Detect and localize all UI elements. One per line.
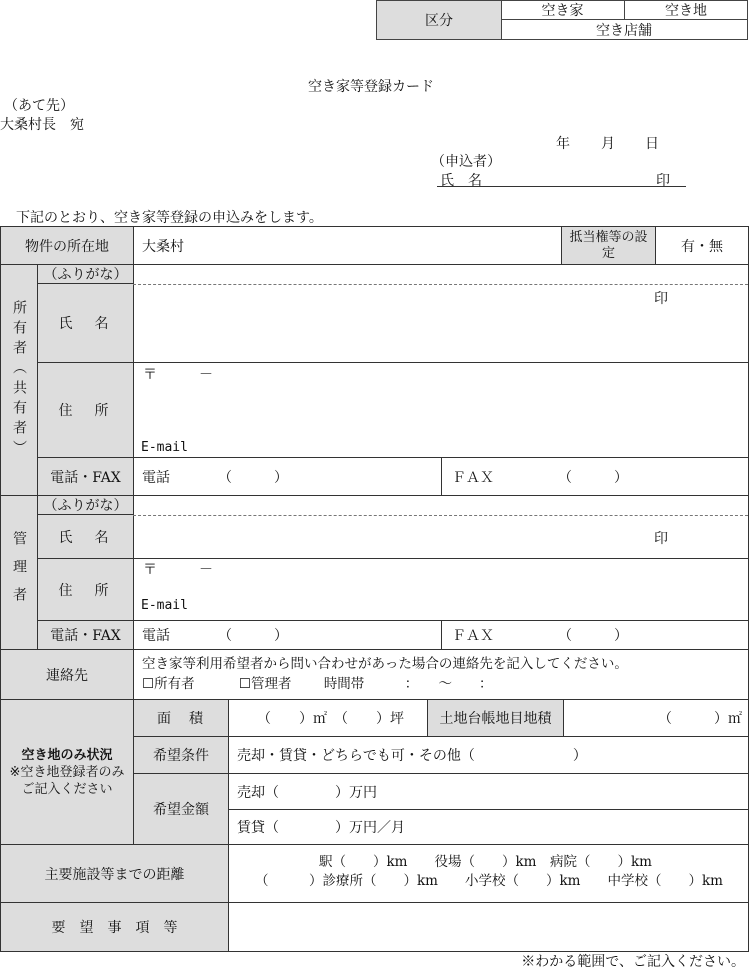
manager-fax-paren: （ ）: [558, 628, 628, 644]
owner-fax-field[interactable]: [441, 457, 749, 496]
owner-tel-field[interactable]: [133, 457, 442, 496]
distance-label: 主要施設等までの距離: [0, 844, 229, 903]
vacant-land-note: ※空き地登録者のみご記入ください: [9, 764, 125, 797]
property-location-label: 物件の所在地: [0, 226, 134, 265]
applicant-label: （申込者）: [431, 154, 501, 170]
requests-field[interactable]: [228, 902, 749, 952]
category-option-vacant-shop[interactable]: 空き店舗: [596, 22, 652, 39]
distance-line1: 駅（ ）km 役場（ ）km 病院（ ）km: [319, 854, 652, 870]
category-label: 区分: [377, 1, 502, 39]
registry-area-field[interactable]: （ ）㎡: [563, 699, 749, 737]
contact-label: 連絡先: [0, 649, 134, 700]
distance-field[interactable]: [228, 844, 749, 903]
area-field[interactable]: （ ）㎡ （ ）坪: [228, 699, 428, 737]
manager-address-label: 住 所: [37, 558, 134, 621]
owner-name-field[interactable]: [133, 264, 749, 363]
property-location-value: 大桑村: [142, 238, 184, 255]
manager-fax-label: ＦＡＸ: [452, 628, 494, 644]
category-box: [376, 0, 748, 40]
owner-email-label: E-mail: [141, 440, 188, 455]
category-option-vacant-house[interactable]: 空き家: [501, 1, 625, 20]
owner-fax-paren: （ ）: [558, 469, 628, 486]
date-month: 月: [601, 136, 615, 152]
manager-tel-fax-label: 電話・FAX: [37, 620, 134, 650]
vacant-land-title: 空き地のみ状況: [21, 747, 113, 763]
contact-owner-checkbox[interactable]: ☐所有者: [142, 676, 195, 692]
intro-text: 下記のとおり、空き家等登録の申込みをします。: [16, 210, 323, 226]
contact-instructions: 空き家等利用希望者から問い合わせがあった場合の連絡先を記入してください。: [142, 656, 628, 672]
price-sale-field[interactable]: 売却（ ）万円: [228, 773, 749, 810]
manager-fax-field[interactable]: [441, 620, 749, 650]
owner-furigana-divider: [133, 284, 748, 285]
owner-address-field[interactable]: [133, 362, 749, 458]
registration-form: [0, 226, 749, 952]
manager-tel-paren: （ ）: [218, 628, 288, 644]
manager-name-field[interactable]: [133, 495, 749, 559]
area-label: 面 積: [133, 699, 229, 737]
footnote: ※わかる範囲で、ご記入ください。: [521, 954, 745, 970]
manager-tel-label: 電話: [142, 628, 170, 644]
mortgage-value[interactable]: 有・無: [655, 226, 749, 265]
owner-tel-label: 電話: [142, 469, 170, 486]
page-title: 空き家等登録カード: [308, 79, 434, 95]
mortgage-label: 抵当権等の設定: [561, 226, 656, 265]
distance-line2: （ ）診療所（ ）km 小学校（ ）km 中学校（ ）km: [255, 873, 723, 889]
owner-seal: 印: [654, 291, 668, 307]
vacant-land-label: [0, 699, 134, 845]
owner-name-label: 氏 名: [37, 283, 134, 363]
manager-address-field[interactable]: [133, 558, 749, 621]
price-rent-field[interactable]: 賃貸（ ）万円／月: [228, 809, 749, 845]
date-year: 年: [556, 136, 570, 152]
requests-label: 要 望 事 項 等: [0, 902, 229, 952]
applicant-name-label: 氏 名: [440, 173, 482, 189]
property-location-field[interactable]: [133, 226, 562, 265]
owner-postal-mark: 〒 －: [143, 367, 213, 383]
manager-postal-mark: 〒 －: [143, 562, 213, 578]
registry-area-label: 土地台帳地目地積: [427, 699, 564, 737]
owner-tel-paren: （ ）: [218, 469, 288, 486]
manager-seal: 印: [654, 531, 668, 547]
owner-group-label: 所有者（共有者）: [0, 264, 38, 496]
owner-address-label: 住 所: [37, 362, 134, 458]
addressee-line2: 大桑村長 宛: [0, 117, 84, 133]
contact-manager-label: 管理者: [251, 676, 292, 692]
desired-condition-field[interactable]: 売却・賃貸・どちらでも可・その他（ ）: [228, 736, 749, 774]
desired-condition-label: 希望条件: [133, 736, 229, 774]
contact-field: [133, 649, 749, 700]
owner-tel-fax-label: 電話・FAX: [37, 457, 134, 496]
desired-price-label: 希望金額: [133, 773, 229, 845]
manager-furigana-divider: [133, 515, 748, 516]
manager-email-label: E-mail: [141, 598, 188, 613]
owner-fax-label: ＦＡＸ: [452, 469, 494, 486]
manager-name-label: 氏 名: [37, 514, 134, 559]
manager-furigana-label: （ふりがな）: [37, 495, 134, 515]
addressee-line1: （あて先）: [4, 98, 74, 114]
contact-owner-label: 所有者: [154, 676, 195, 692]
contact-time-range[interactable]: 時間帯 ： 〜 ：: [323, 676, 493, 692]
category-option-vacant-land[interactable]: 空き地: [625, 1, 747, 20]
date-day: 日: [645, 136, 659, 152]
manager-tel-field[interactable]: [133, 620, 442, 650]
owner-furigana-label: （ふりがな）: [37, 264, 134, 284]
applicant-seal: 印: [656, 173, 670, 189]
manager-group-label: 管理者: [0, 495, 38, 650]
contact-manager-checkbox[interactable]: ☐管理者: [238, 676, 292, 692]
